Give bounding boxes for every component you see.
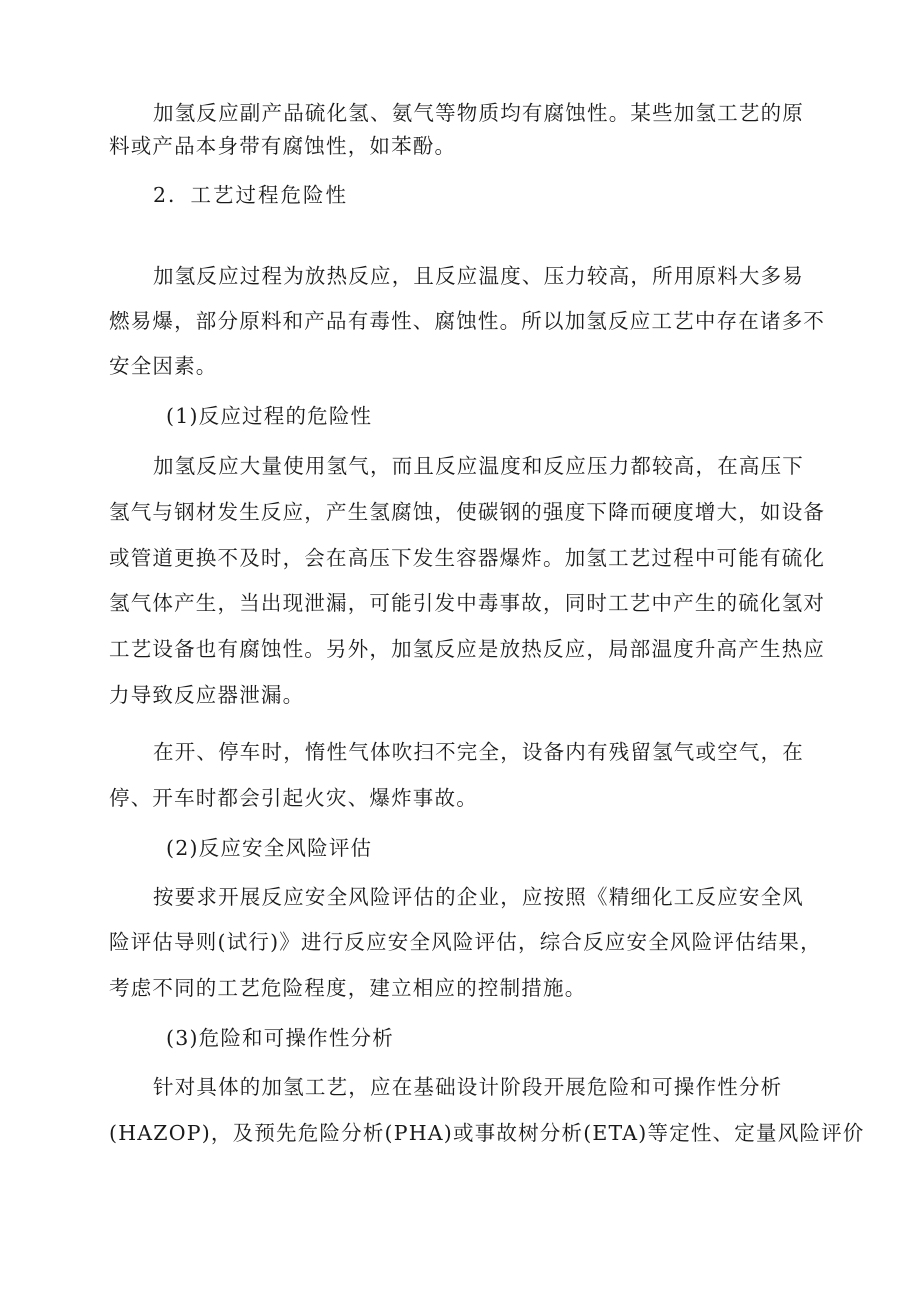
- paragraph-4-line-1: 在开、停车时，惰性气体吹扫不完全，设备内有残留氢气或空气，在: [153, 740, 804, 764]
- paragraph-1-line-1: 加氢反应副产品硫化氢、氨气等物质均有腐蚀性。某些加氢工艺的原: [153, 101, 804, 125]
- paragraph-3-line-5: 工艺设备也有腐蚀性。另外，加氢反应是放热反应，局部温度升高产生热应: [109, 637, 826, 661]
- section-2-heading: 2．工艺过程危险性: [153, 183, 349, 207]
- paragraph-4-line-2: 停、开车时都会引起火灾、爆炸事故。: [109, 786, 478, 810]
- paragraph-5-line-1: 按要求开展反应安全风险评估的企业，应按照《精细化工反应安全风: [153, 885, 804, 909]
- paragraph-3-line-4: 氢气体产生，当出现泄漏，可能引发中毒事故，同时工艺中产生的硫化氢对: [109, 591, 826, 615]
- subheading-risk-assessment: (2)反应安全风险评估: [166, 836, 373, 860]
- paragraph-2-line-2: 燃易爆，部分原料和产品有毒性、腐蚀性。所以加氢反应工艺中存在诸多不: [109, 309, 826, 333]
- paragraph-3-line-6: 力导致反应器泄漏。: [109, 683, 305, 707]
- paragraph-2-line-1: 加氢反应过程为放热反应，且反应温度、压力较高，所用原料大多易: [153, 264, 804, 288]
- paragraph-3-line-2: 氢气与钢材发生反应，产生氢腐蚀，使碳钢的强度下降而硬度增大，如设备: [109, 500, 826, 524]
- paragraph-6-line-1: 针对具体的加氢工艺，应在基础设计阶段开展危险和可操作性分析: [153, 1075, 783, 1099]
- paragraph-1-line-2: 料或产品本身带有腐蚀性，如苯酚。: [109, 134, 457, 158]
- subheading-hazop: (3)危险和可操作性分析: [166, 1026, 394, 1050]
- paragraph-5-line-3: 考虑不同的工艺危险程度，建立相应的控制措施。: [109, 976, 587, 1000]
- paragraph-6-line-2: (HAZOP)，及预先危险分析(PHA)或事故树分析(ETA)等定性、定量风险评价: [109, 1121, 865, 1145]
- paragraph-3-line-1: 加氢反应大量使用氢气，而且反应温度和反应压力都较高，在高压下: [153, 454, 804, 478]
- paragraph-3-line-3: 或管道更换不及时，会在高压下发生容器爆炸。加氢工艺过程中可能有硫化: [109, 546, 826, 570]
- subheading-reaction-hazard: (1)反应过程的危险性: [166, 404, 373, 428]
- paragraph-5-line-2: 险评估导则(试行)》进行反应安全风险评估，综合反应安全风险评估结果，: [109, 930, 822, 954]
- paragraph-2-line-3: 安全因素。: [109, 354, 218, 378]
